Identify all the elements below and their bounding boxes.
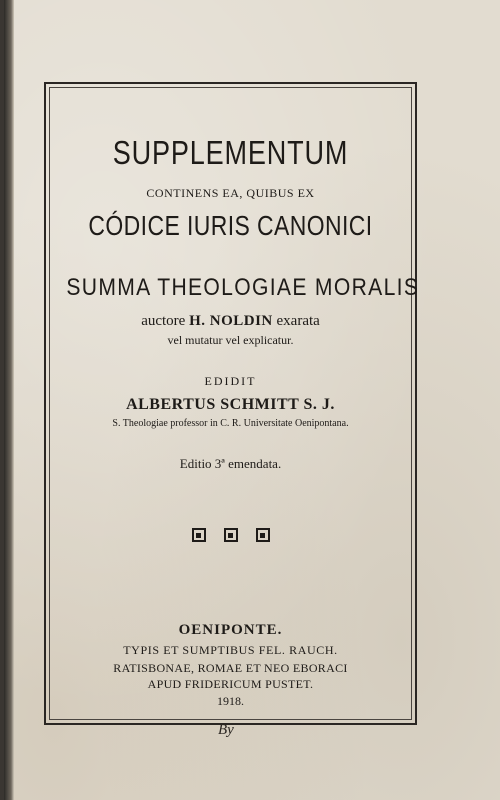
imprint-publisher: TYPIS ET SUMPTIBUS FEL. RAUCH. — [123, 643, 338, 657]
editor-role: S. Theologiae professor in C. R. Universitate Oenipontana. — [112, 418, 349, 429]
imprint-place: OENIPONTE. — [178, 622, 283, 638]
subtitle-contains: CONTINENS EA, QUIBUS EX — [146, 186, 315, 200]
imprint-cities: RATISBONAE, ROMAE ET NEO EBORACI — [113, 661, 348, 675]
author-line — [44, 313, 417, 330]
author-name: H. NOLDIN — [189, 313, 273, 329]
book-title: SUPPLEMENTUM — [112, 134, 349, 171]
page-edge-shadow — [4, 0, 14, 800]
ornament-row — [44, 528, 417, 542]
editor-name: ALBERTUS SCHMITT S. J. — [126, 396, 335, 413]
subtitle-summa: SUMMA THEOLOGIAE MORALIS — [66, 274, 420, 301]
author-prefix: auctore — [141, 313, 186, 329]
edidit-label: EDIDIT — [204, 374, 257, 388]
subtitle-codex: CÓDICE IURIS CANONICI — [88, 210, 373, 241]
square-ornament-icon — [256, 528, 270, 542]
author-note: vel mutatur vel explicatur. — [167, 333, 294, 347]
imprint-year: 1918. — [217, 694, 244, 708]
edition-note: Editio 3ª emendata. — [179, 456, 282, 471]
square-ornament-icon — [192, 528, 206, 542]
handwritten-note: By — [218, 722, 234, 738]
square-ornament-icon — [224, 528, 238, 542]
imprint-distributor: APUD FRIDERICUM PUSTET. — [147, 677, 314, 691]
author-suffix: exarata — [276, 313, 320, 329]
